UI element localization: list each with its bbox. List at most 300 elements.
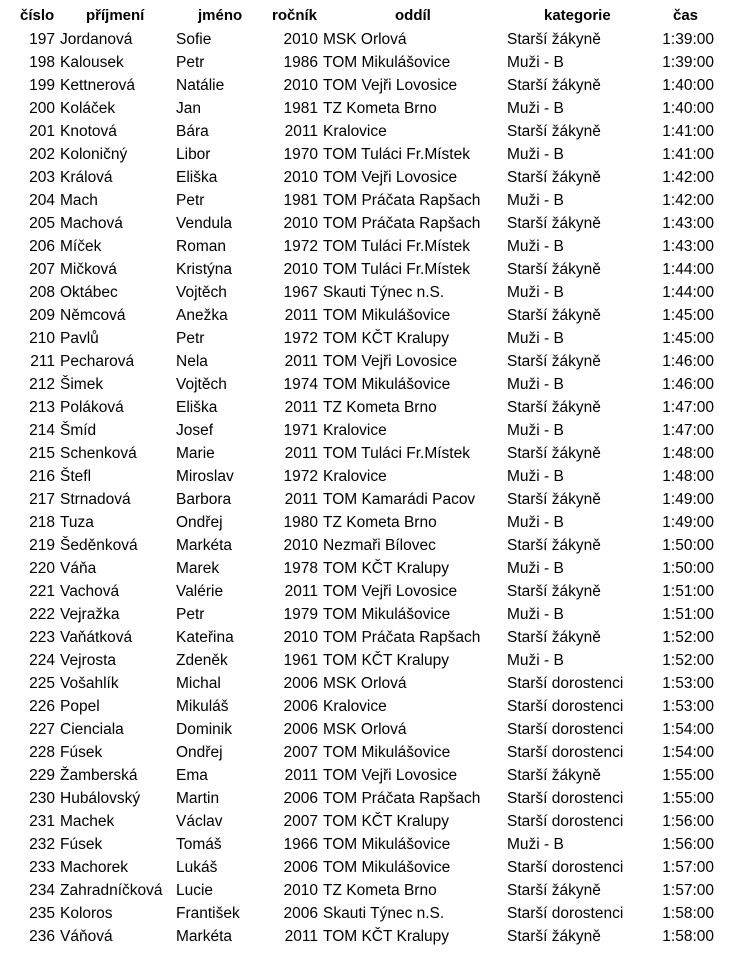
cell-cas: 1:53:00 [662, 675, 714, 692]
cell-kategorie: Muži - B [507, 652, 564, 669]
cell-cas: 1:49:00 [662, 491, 714, 508]
cell-cas: 1:47:00 [662, 399, 714, 416]
cell-rocnik: 1972 [283, 468, 318, 485]
cell-kategorie: Starší dorostenci [507, 744, 624, 761]
cell-kategorie: Starší žákyně [507, 215, 601, 232]
cell-rocnik: 2010 [283, 31, 318, 48]
cell-jmeno: Mikuláš [176, 698, 229, 715]
cell-cas: 1:57:00 [662, 859, 714, 876]
cell-cislo: 218 [29, 514, 55, 531]
cell-cislo: 208 [29, 284, 55, 301]
cell-jmeno: Eliška [176, 399, 218, 416]
cell-oddil: Kralovice [323, 123, 387, 140]
cell-cas: 1:55:00 [662, 767, 714, 784]
table-row [0, 327, 731, 350]
cell-cas: 1:54:00 [662, 721, 714, 738]
cell-kategorie: Muži - B [507, 514, 564, 531]
cell-rocnik: 2011 [284, 445, 318, 462]
cell-prijmeni: Knotová [60, 123, 117, 140]
cell-jmeno: Bára [176, 123, 209, 140]
table-row [0, 442, 731, 465]
cell-cas: 1:42:00 [662, 169, 714, 186]
table-row [0, 350, 731, 373]
table-row [0, 465, 731, 488]
table-row [0, 51, 731, 74]
cell-prijmeni: Vachová [60, 583, 120, 600]
table-row [0, 28, 731, 51]
cell-prijmeni: Králová [60, 169, 113, 186]
cell-prijmeni: Machek [60, 813, 115, 830]
cell-prijmeni: Poláková [60, 399, 124, 416]
cell-cas: 1:46:00 [662, 376, 714, 393]
cell-kategorie: Starší žákyně [507, 399, 601, 416]
cell-jmeno: Petr [176, 54, 205, 71]
cell-prijmeni: Popel [60, 698, 100, 715]
table-row [0, 764, 731, 787]
cell-rocnik: 2006 [283, 698, 318, 715]
cell-kategorie: Starší žákyně [507, 882, 601, 899]
cell-prijmeni: Mach [60, 192, 98, 209]
cell-oddil: TOM Práčata Rapšach [323, 790, 481, 807]
table-row [0, 74, 731, 97]
cell-cislo: 207 [29, 261, 55, 278]
cell-cas: 1:50:00 [662, 560, 714, 577]
cell-kategorie: Starší dorostenci [507, 859, 624, 876]
table-row [0, 580, 731, 603]
cell-kategorie: Muži - B [507, 192, 564, 209]
cell-rocnik: 1978 [283, 560, 318, 577]
cell-jmeno: Roman [176, 238, 226, 255]
cell-rocnik: 2010 [283, 215, 318, 232]
cell-cas: 1:53:00 [662, 698, 714, 715]
cell-rocnik: 2010 [283, 77, 318, 94]
table-row [0, 189, 731, 212]
header-rocnik: ročník [272, 7, 318, 24]
cell-cas: 1:44:00 [662, 284, 714, 301]
cell-cas: 1:56:00 [662, 836, 714, 853]
cell-oddil: TOM KČT Kralupy [323, 928, 450, 945]
cell-jmeno: Václav [176, 813, 223, 830]
cell-jmeno: Nela [176, 353, 208, 370]
cell-rocnik: 2011 [284, 928, 318, 945]
cell-cislo: 202 [29, 146, 55, 163]
cell-jmeno: Kateřina [176, 629, 234, 646]
cell-cislo: 220 [29, 560, 55, 577]
table-row [0, 649, 731, 672]
cell-cas: 1:48:00 [662, 445, 714, 462]
cell-kategorie: Starší žákyně [507, 928, 601, 945]
cell-kategorie: Starší žákyně [507, 307, 601, 324]
table-row [0, 258, 731, 281]
cell-oddil: TOM Tuláci Fr.Místek [323, 238, 470, 255]
cell-oddil: TOM Mikulášovice [323, 836, 451, 853]
cell-rocnik: 2010 [283, 629, 318, 646]
cell-rocnik: 2010 [283, 169, 318, 186]
cell-prijmeni: Machová [60, 215, 123, 232]
cell-cislo: 200 [29, 100, 55, 117]
cell-oddil: Skauti Týnec n.S. [323, 905, 445, 922]
cell-jmeno: Tomáš [176, 836, 222, 853]
cell-kategorie: Muži - B [507, 606, 564, 623]
cell-oddil: TOM Tuláci Fr.Místek [323, 445, 470, 462]
cell-kategorie: Starší žákyně [507, 491, 601, 508]
cell-rocnik: 1986 [283, 54, 318, 71]
cell-cislo: 236 [29, 928, 55, 945]
cell-rocnik: 1974 [283, 376, 318, 393]
cell-oddil: TOM KČT Kralupy [323, 560, 450, 577]
cell-prijmeni: Němcová [60, 307, 126, 324]
cell-oddil: TOM Mikulášovice [323, 859, 451, 876]
cell-prijmeni: Váňa [60, 560, 97, 577]
cell-cislo: 211 [30, 353, 55, 370]
cell-cislo: 223 [29, 629, 55, 646]
cell-cas: 1:51:00 [662, 606, 714, 623]
cell-cas: 1:52:00 [662, 652, 714, 669]
table-row [0, 856, 731, 879]
cell-rocnik: 2010 [283, 882, 318, 899]
cell-cislo: 205 [29, 215, 55, 232]
header-kategorie: kategorie [544, 7, 611, 24]
cell-cas: 1:56:00 [662, 813, 714, 830]
cell-jmeno: Ondřej [176, 744, 223, 761]
table-body [0, 28, 731, 948]
cell-cas: 1:41:00 [662, 146, 714, 163]
cell-jmeno: Petr [176, 330, 205, 347]
cell-jmeno: Dominik [176, 721, 232, 738]
cell-kategorie: Muži - B [507, 468, 564, 485]
cell-jmeno: Vojtěch [176, 284, 227, 301]
cell-cislo: 225 [29, 675, 55, 692]
cell-rocnik: 1972 [283, 330, 318, 347]
table-row [0, 212, 731, 235]
cell-prijmeni: Žamberská [60, 767, 138, 784]
cell-cislo: 229 [29, 767, 55, 784]
cell-prijmeni: Strnadová [60, 491, 131, 508]
cell-rocnik: 2011 [284, 583, 318, 600]
cell-cislo: 224 [29, 652, 55, 669]
cell-kategorie: Starší žákyně [507, 537, 601, 554]
cell-kategorie: Starší dorostenci [507, 675, 624, 692]
table-row [0, 672, 731, 695]
cell-oddil: TZ Kometa Brno [323, 514, 437, 531]
cell-prijmeni: Oktábec [60, 284, 118, 301]
table-row [0, 534, 731, 557]
cell-kategorie: Starší žákyně [507, 31, 601, 48]
cell-oddil: TOM Tuláci Fr.Místek [323, 146, 470, 163]
cell-jmeno: Markéta [176, 537, 232, 554]
cell-oddil: TOM KČT Kralupy [323, 813, 450, 830]
cell-cas: 1:48:00 [662, 468, 714, 485]
cell-cislo: 213 [29, 399, 55, 416]
cell-cislo: 206 [29, 238, 55, 255]
cell-cislo: 217 [29, 491, 55, 508]
cell-kategorie: Starší dorostenci [507, 698, 624, 715]
cell-prijmeni: Váňová [60, 928, 113, 945]
cell-cas: 1:43:00 [662, 215, 714, 232]
cell-jmeno: Marie [176, 445, 215, 462]
results-table [0, 4, 731, 948]
cell-cislo: 221 [29, 583, 55, 600]
cell-oddil: TOM Vejři Lovosice [323, 353, 458, 370]
cell-cas: 1:54:00 [662, 744, 714, 761]
cell-kategorie: Starší žákyně [507, 77, 601, 94]
cell-prijmeni: Koloros [60, 905, 113, 922]
cell-cas: 1:50:00 [662, 537, 714, 554]
cell-prijmeni: Zahradníčková [60, 882, 163, 899]
table-row [0, 97, 731, 120]
cell-oddil: TOM Kamarádi Pacov [323, 491, 476, 508]
cell-cas: 1:58:00 [662, 905, 714, 922]
table-row [0, 879, 731, 902]
table-row [0, 143, 731, 166]
cell-rocnik: 2006 [283, 790, 318, 807]
cell-prijmeni: Koláček [60, 100, 116, 117]
cell-cislo: 222 [29, 606, 55, 623]
table-row [0, 557, 731, 580]
cell-kategorie: Muži - B [507, 376, 564, 393]
cell-cislo: 199 [29, 77, 55, 94]
cell-cislo: 204 [29, 192, 55, 209]
cell-rocnik: 2011 [284, 399, 318, 416]
cell-jmeno: Vendula [176, 215, 233, 232]
cell-cas: 1:41:00 [662, 123, 714, 140]
cell-cas: 1:40:00 [662, 77, 714, 94]
cell-cas: 1:52:00 [662, 629, 714, 646]
cell-prijmeni: Pavlů [60, 330, 99, 347]
table-row [0, 304, 731, 327]
cell-cislo: 231 [29, 813, 55, 830]
cell-jmeno: Markéta [176, 928, 232, 945]
table-row [0, 902, 731, 925]
cell-oddil: TOM Vejři Lovosice [323, 169, 458, 186]
cell-kategorie: Muži - B [507, 100, 564, 117]
header-cas: čas [673, 7, 699, 24]
cell-oddil: MSK Orlová [323, 31, 407, 48]
cell-cislo: 230 [29, 790, 55, 807]
cell-oddil: Kralovice [323, 698, 387, 715]
cell-cislo: 232 [29, 836, 55, 853]
table-row [0, 741, 731, 764]
cell-oddil: TOM KČT Kralupy [323, 330, 450, 347]
cell-cas: 1:46:00 [662, 353, 714, 370]
table-row [0, 718, 731, 741]
table-row [0, 787, 731, 810]
cell-cas: 1:47:00 [662, 422, 714, 439]
cell-oddil: Kralovice [323, 468, 387, 485]
cell-jmeno: Jan [176, 100, 201, 117]
cell-prijmeni: Hubálovský [60, 790, 141, 807]
cell-oddil: TOM Vejři Lovosice [323, 583, 458, 600]
cell-jmeno: Martin [176, 790, 220, 807]
cell-rocnik: 2011 [284, 307, 318, 324]
cell-kategorie: Starší žákyně [507, 261, 601, 278]
cell-rocnik: 1967 [283, 284, 318, 301]
cell-jmeno: Anežka [176, 307, 228, 324]
cell-kategorie: Muži - B [507, 284, 564, 301]
table-row [0, 695, 731, 718]
cell-kategorie: Muži - B [507, 54, 564, 71]
cell-cas: 1:49:00 [662, 514, 714, 531]
cell-oddil: MSK Orlová [323, 721, 407, 738]
cell-oddil: TOM Práčata Rapšach [323, 215, 481, 232]
cell-jmeno: Ema [176, 767, 208, 784]
cell-prijmeni: Cienciala [60, 721, 124, 738]
cell-jmeno: Kristýna [176, 261, 232, 278]
cell-oddil: TOM Mikulášovice [323, 606, 451, 623]
cell-cas: 1:44:00 [662, 261, 714, 278]
cell-prijmeni: Vaňátková [60, 629, 133, 646]
cell-rocnik: 1972 [283, 238, 318, 255]
table-row [0, 626, 731, 649]
header-prijmeni: příjmení [86, 7, 145, 24]
cell-cislo: 214 [29, 422, 55, 439]
cell-cas: 1:42:00 [662, 192, 714, 209]
cell-jmeno: Petr [176, 192, 205, 209]
table-row [0, 120, 731, 143]
cell-rocnik: 2010 [283, 537, 318, 554]
cell-kategorie: Starší žákyně [507, 169, 601, 186]
cell-oddil: TZ Kometa Brno [323, 399, 437, 416]
cell-rocnik: 2011 [284, 491, 318, 508]
cell-rocnik: 2011 [284, 353, 318, 370]
cell-rocnik: 2011 [284, 767, 318, 784]
cell-cislo: 219 [29, 537, 55, 554]
cell-cas: 1:45:00 [662, 330, 714, 347]
cell-rocnik: 1980 [283, 514, 318, 531]
cell-oddil: TOM Práčata Rapšach [323, 629, 481, 646]
cell-cislo: 197 [29, 31, 55, 48]
cell-oddil: TOM Tuláci Fr.Místek [323, 261, 470, 278]
cell-jmeno: Marek [176, 560, 220, 577]
cell-prijmeni: Fúsek [60, 836, 103, 853]
cell-rocnik: 1981 [283, 192, 318, 209]
cell-rocnik: 1966 [283, 836, 318, 853]
cell-jmeno: Valérie [176, 583, 224, 600]
cell-cislo: 226 [29, 698, 55, 715]
cell-prijmeni: Koloničný [60, 146, 128, 163]
cell-jmeno: Michal [176, 675, 221, 692]
cell-cas: 1:40:00 [662, 100, 714, 117]
cell-rocnik: 1981 [283, 100, 318, 117]
cell-jmeno: Miroslav [176, 468, 234, 485]
header-jmeno: jméno [198, 7, 243, 24]
cell-cislo: 209 [29, 307, 55, 324]
cell-kategorie: Muži - B [507, 238, 564, 255]
cell-cislo: 215 [29, 445, 55, 462]
cell-kategorie: Muži - B [507, 146, 564, 163]
header-oddil: oddíl [395, 7, 431, 24]
cell-kategorie: Muži - B [507, 422, 564, 439]
table-row [0, 281, 731, 304]
cell-rocnik: 2006 [283, 675, 318, 692]
cell-rocnik: 1971 [283, 422, 318, 439]
cell-cislo: 198 [29, 54, 55, 71]
cell-cislo: 201 [29, 123, 55, 140]
cell-cislo: 212 [29, 376, 55, 393]
cell-rocnik: 2006 [283, 905, 318, 922]
cell-cislo: 216 [29, 468, 55, 485]
cell-cas: 1:45:00 [662, 307, 714, 324]
cell-cislo: 235 [29, 905, 55, 922]
cell-cislo: 227 [29, 721, 55, 738]
cell-prijmeni: Kettnerová [60, 77, 135, 94]
cell-prijmeni: Štefl [60, 468, 92, 485]
table-row [0, 488, 731, 511]
table-row [0, 810, 731, 833]
table-row [0, 166, 731, 189]
header-cislo: číslo [20, 7, 55, 24]
cell-oddil: TOM Mikulášovice [323, 307, 451, 324]
cell-oddil: TOM Vejři Lovosice [323, 77, 458, 94]
cell-oddil: Nezmaři Bílovec [323, 537, 436, 554]
cell-jmeno: Barbora [176, 491, 232, 508]
cell-prijmeni: Mičková [60, 261, 117, 278]
cell-oddil: TOM Mikulášovice [323, 376, 451, 393]
cell-prijmeni: Fúsek [60, 744, 103, 761]
table-row [0, 373, 731, 396]
table-row [0, 603, 731, 626]
cell-rocnik: 2006 [283, 859, 318, 876]
cell-rocnik: 2006 [283, 721, 318, 738]
cell-prijmeni: Šeděnková [60, 537, 138, 554]
cell-rocnik: 1961 [283, 652, 318, 669]
cell-jmeno: František [176, 905, 240, 922]
cell-rocnik: 2007 [283, 744, 318, 761]
cell-oddil: TOM Vejři Lovosice [323, 767, 458, 784]
cell-prijmeni: Šmíd [60, 422, 97, 439]
cell-prijmeni: Pecharová [60, 353, 135, 370]
cell-jmeno: Sofie [176, 31, 212, 48]
cell-cislo: 228 [29, 744, 55, 761]
table-header-row [0, 4, 731, 28]
cell-prijmeni: Kalousek [60, 54, 124, 71]
cell-rocnik: 2010 [283, 261, 318, 278]
cell-oddil: TZ Kometa Brno [323, 100, 437, 117]
cell-kategorie: Starší žákyně [507, 353, 601, 370]
cell-oddil: MSK Orlová [323, 675, 407, 692]
table-row [0, 511, 731, 534]
cell-cislo: 203 [29, 169, 55, 186]
cell-jmeno: Lucie [176, 882, 214, 899]
cell-rocnik: 2007 [283, 813, 318, 830]
cell-kategorie: Starší žákyně [507, 445, 601, 462]
cell-rocnik: 2011 [284, 123, 318, 140]
cell-cislo: 234 [29, 882, 55, 899]
cell-kategorie: Starší žákyně [507, 767, 601, 784]
cell-kategorie: Muži - B [507, 330, 564, 347]
cell-oddil: TZ Kometa Brno [323, 882, 437, 899]
cell-cislo: 210 [29, 330, 55, 347]
cell-cas: 1:58:00 [662, 928, 714, 945]
cell-cislo: 233 [29, 859, 55, 876]
cell-prijmeni: Vejrosta [60, 652, 117, 669]
cell-prijmeni: Vejražka [60, 606, 120, 623]
table-row [0, 235, 731, 258]
cell-prijmeni: Jordanová [60, 31, 133, 48]
cell-prijmeni: Míček [60, 238, 102, 255]
cell-jmeno: Josef [176, 422, 214, 439]
cell-cas: 1:55:00 [662, 790, 714, 807]
cell-kategorie: Starší žákyně [507, 583, 601, 600]
cell-cas: 1:43:00 [662, 238, 714, 255]
cell-cas: 1:39:00 [662, 31, 714, 48]
cell-cas: 1:51:00 [662, 583, 714, 600]
cell-kategorie: Starší žákyně [507, 123, 601, 140]
cell-jmeno: Libor [176, 146, 211, 163]
cell-jmeno: Zdeněk [176, 652, 228, 669]
cell-jmeno: Ondřej [176, 514, 223, 531]
cell-oddil: Kralovice [323, 422, 387, 439]
